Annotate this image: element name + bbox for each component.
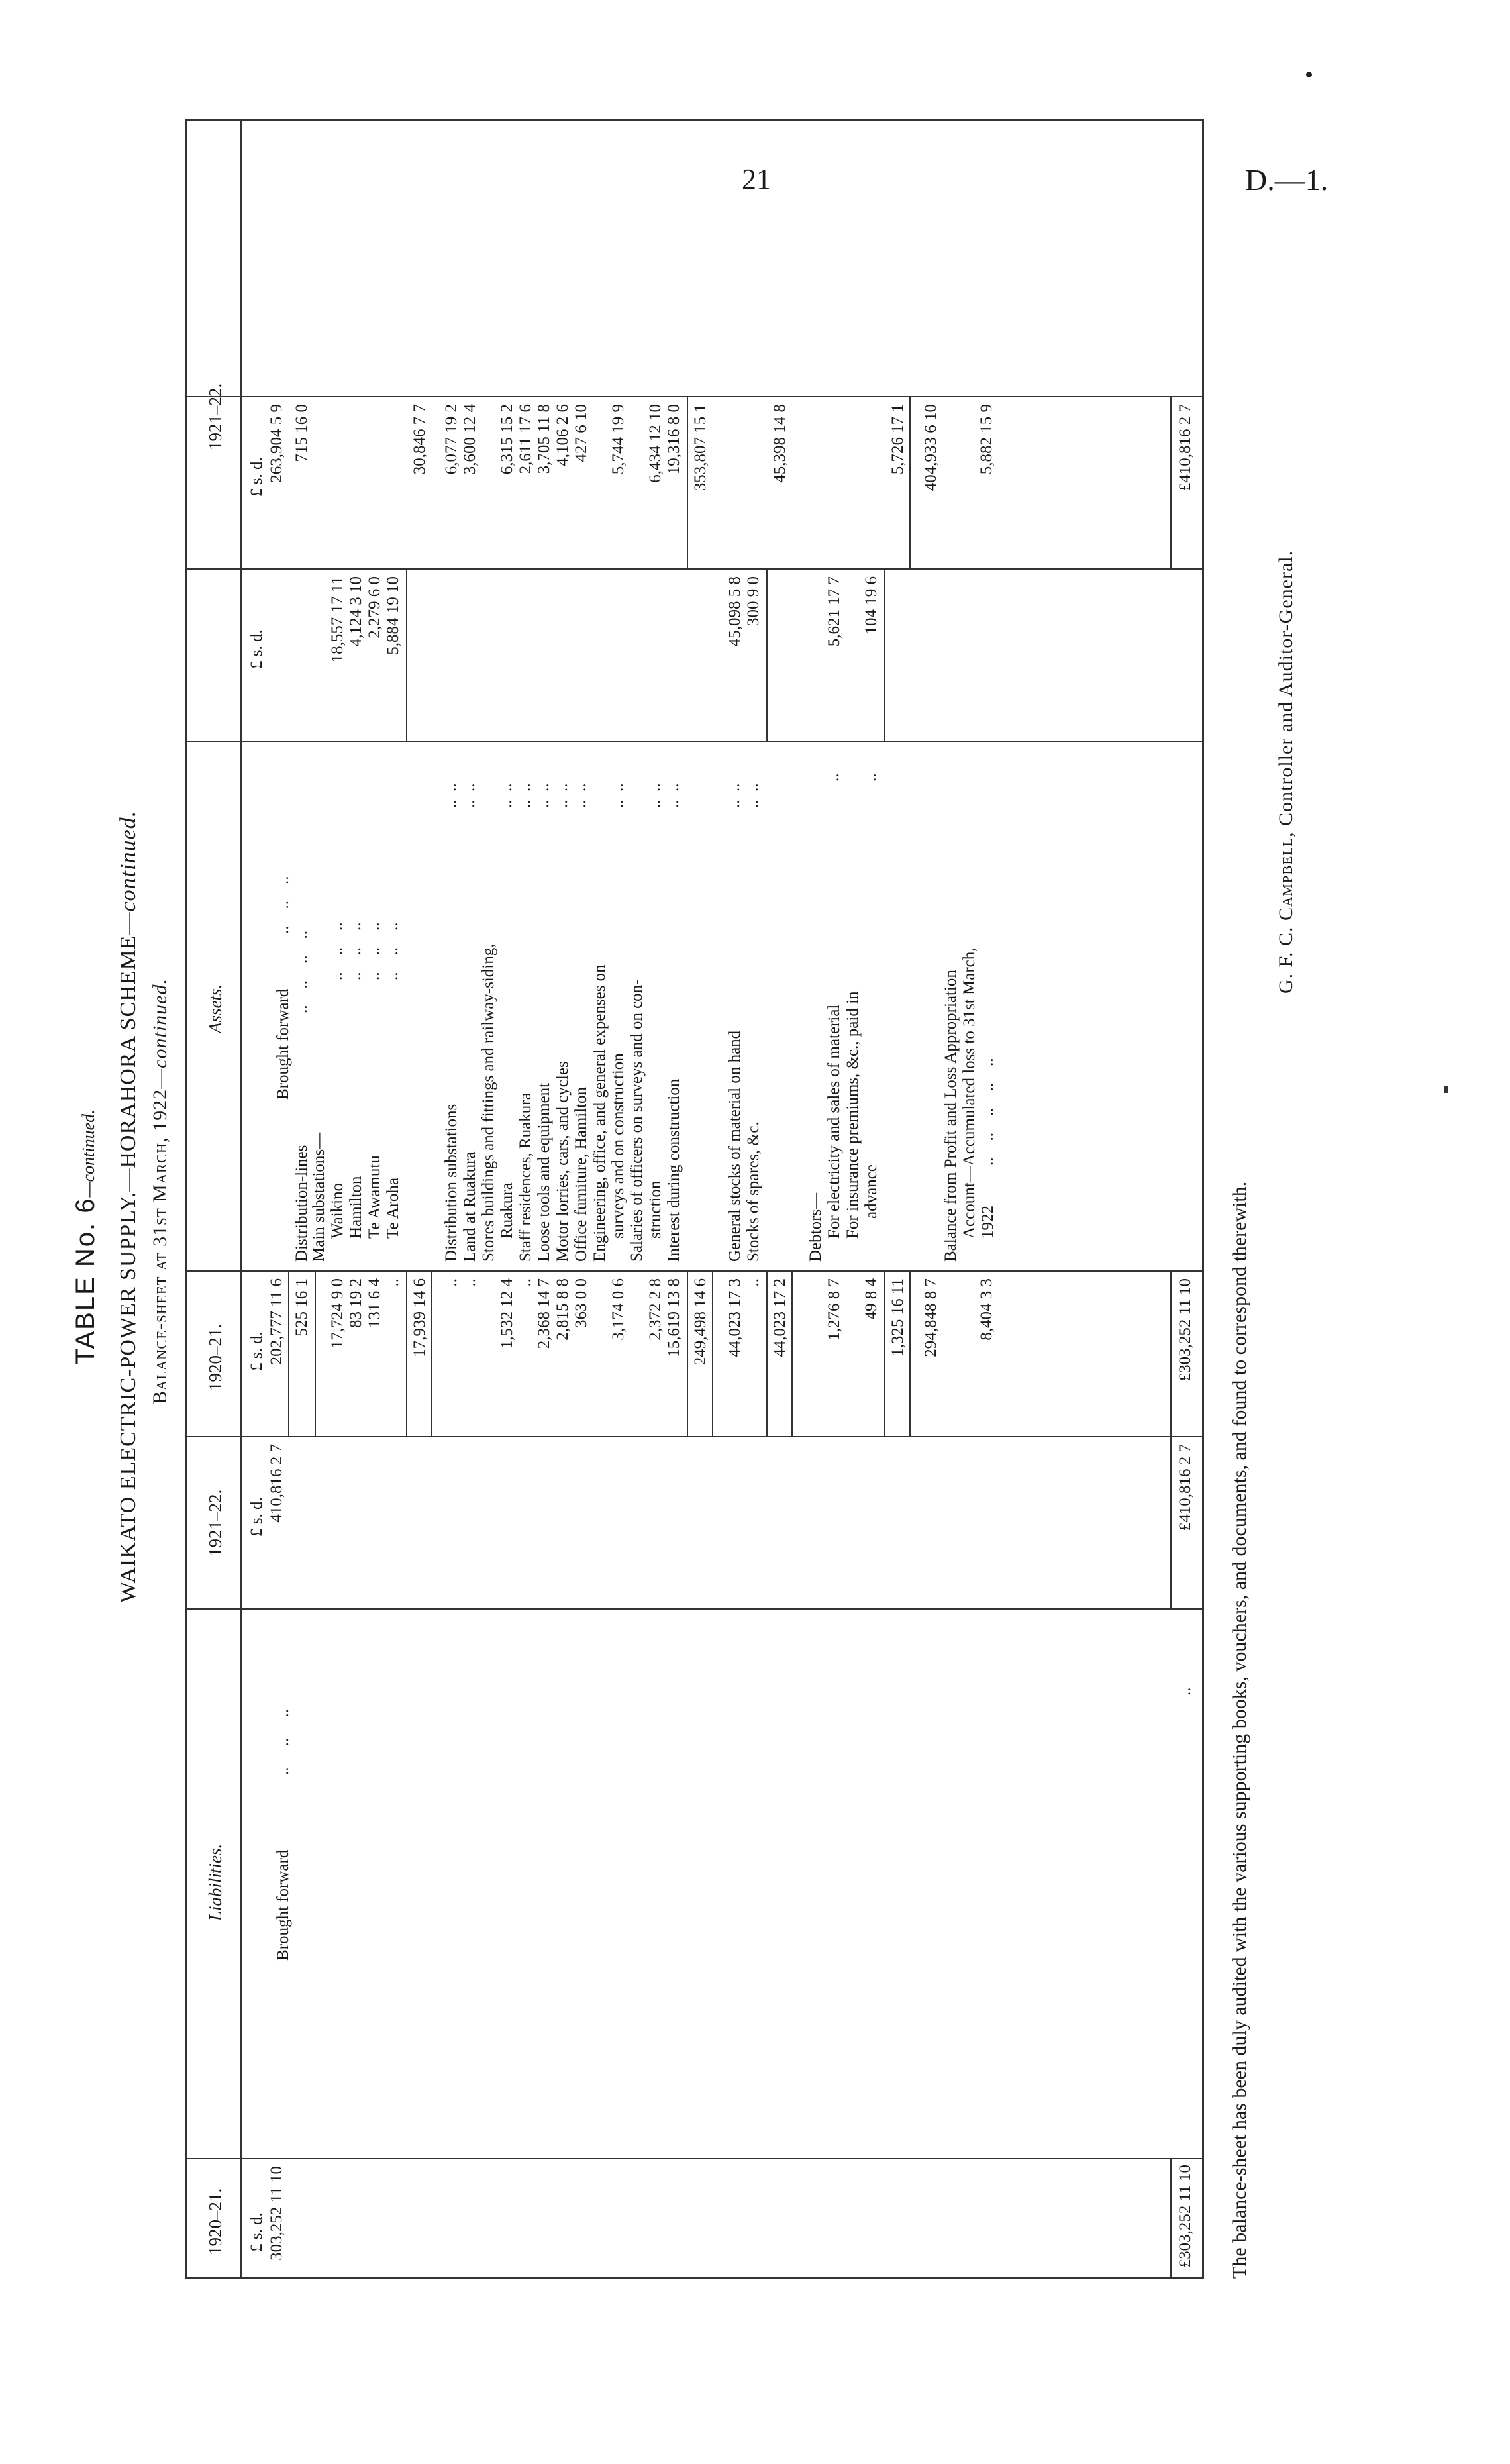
item-loose-tools: Loose tools and equipment: [535, 1082, 553, 1262]
item-motor-lorries: Motor lorries, cars, and cycles: [554, 1061, 572, 1262]
stocks-spares-2021: ..: [744, 1278, 762, 1287]
dist-lines-label: Distribution-lines: [293, 1145, 311, 1262]
table-bottom-rule: [1202, 119, 1204, 2279]
rule: [909, 397, 911, 570]
item-2021: ..: [461, 1278, 479, 1287]
table-title-suffix: continued.: [116, 810, 140, 912]
rule: [687, 1272, 688, 1437]
debtors-insurance-label-2: advance: [862, 1164, 880, 1219]
header-assets: Assets.: [205, 984, 225, 1033]
leader-dots: .. .. .. .. .. .. .. .. .. .. .. .. .. .. .. .. .. .. .. ..: [442, 783, 682, 808]
total-rule: [1170, 2159, 1172, 2279]
debtors-insurance-2021: 49 8 4: [862, 1278, 880, 1320]
rule: [884, 1272, 885, 1437]
item-2122: 6,315 15 2: [498, 404, 516, 475]
table-number: [71, 1109, 101, 1364]
sub-waikino-2021: 17,724 9 0: [328, 1278, 346, 1349]
liab-total-2122: £410,816 2 7: [1176, 1444, 1194, 1531]
rule: [406, 1272, 407, 1437]
sub-teawamutu-2021: 131 6 4: [366, 1278, 383, 1328]
sub-tearoha-2122: 5,884 19 10: [384, 576, 402, 655]
sub-hamilton-2021: 83 19 2: [347, 1278, 365, 1328]
rotated-table-page: [63, 113, 1325, 2292]
pl-2122: 5,882 15 9: [978, 404, 995, 475]
leader-dots: .. ..: [825, 773, 880, 782]
assets-total-2021: £303,252 11 10: [1176, 1278, 1194, 1382]
pl-label-3: 1922: [979, 1206, 997, 1239]
item-engineering-line2: surveys and on construction: [609, 1053, 627, 1239]
item-2021: 3,174 0 6: [609, 1278, 627, 1341]
leader-dots: .. .. ..: [274, 876, 292, 934]
item-interest: Interest during construction: [665, 1078, 683, 1262]
item-2021: ..: [442, 1278, 460, 1287]
sub-waikino-2122: 18,557 17 11: [328, 576, 346, 663]
leader-dots: .. .. ..: [274, 1709, 292, 1775]
rule: [766, 570, 768, 742]
liab-brought-forward-2021: 303,252 11 10: [268, 2166, 285, 2261]
header-year-1920-21-assets: 1920–21.: [205, 1323, 225, 1391]
debtors-electricity-2122: 5,621 17 7: [825, 576, 843, 647]
stocks-total-2021: 44,023 17 2: [771, 1278, 789, 1357]
table-subtitle: [149, 978, 172, 1404]
rule: [884, 570, 885, 742]
pl-label-2: Account—Accumulated loss to 31st March,: [960, 947, 978, 1239]
leader-dots: .. .. .. .. .. .. .. .. .. .. .. ..: [328, 922, 401, 980]
subtotal-2122: 353,807 15 1: [691, 404, 709, 491]
item-2122: 4,106 2 6: [554, 404, 572, 466]
stocks-total-2122: 45,398 14 8: [771, 404, 789, 483]
rule: [315, 1272, 316, 1437]
item-2122: 5,744 19 9: [609, 404, 627, 475]
substation-te-aroha: Te Aroha: [384, 1178, 402, 1239]
debtors-label: Debtors—: [807, 1192, 825, 1262]
lsd-header: £ s. d.: [248, 2212, 266, 2252]
stocks-spares-2122: 300 9 0: [744, 576, 762, 626]
item-land-ruakura: Land at Ruakura: [461, 1151, 479, 1262]
rule: [406, 570, 407, 742]
liab-brought-forward-label: Brought forward: [274, 1849, 292, 1961]
assets-total-2122: £410,816 2 7: [1176, 404, 1194, 491]
item-office-furniture: Office furniture, Hamilton: [572, 1086, 590, 1262]
debtors-electricity-2021: 1,276 8 7: [825, 1278, 843, 1341]
item-2122: 427 6 10: [572, 404, 590, 462]
item-2021: 363 0 0: [572, 1278, 590, 1328]
table-subtitle-suffix: continued.: [149, 978, 171, 1068]
table-title-text: WAIKATO ELECTRIC-POWER SUPPLY.—HORAHORA SCHEME—: [116, 911, 140, 1603]
sub-total-2122: 30,846 7 7: [411, 404, 428, 475]
leader-dots: .. .. .. .. ..: [979, 1058, 997, 1166]
table-number-suffix: —continued.: [79, 1109, 98, 1198]
sub-teawamutu-2122: 2,279 6 0: [366, 576, 383, 639]
col-rule-6: [185, 568, 1204, 570]
page-number: 21: [742, 163, 771, 195]
ink-mark: [1444, 1086, 1448, 1093]
item-2122: 6,077 19 2: [442, 404, 460, 475]
table-right-rule: [185, 119, 1204, 121]
lsd-header: £ s. d.: [248, 457, 266, 497]
rule: [909, 1272, 911, 1437]
substation-te-awamutu: Te Awamutu: [366, 1155, 383, 1239]
item-2122: 3,600 12 4: [461, 404, 479, 475]
col-rule-5: [185, 741, 1204, 742]
debtors-total-2021: 1,325 16 11: [889, 1278, 907, 1357]
item-engineering: Engineering, office, and general expenses on: [591, 964, 609, 1262]
total-rule: [1170, 397, 1172, 570]
header-liabilities: Liabilities.: [205, 1843, 225, 1921]
rule: [791, 1272, 793, 1437]
table-number-text: TABLE No. 6: [71, 1197, 100, 1364]
sub-hamilton-2122: 4,124 3 10: [347, 576, 365, 647]
assets-bf-label: Brought forward: [274, 988, 292, 1100]
lsd-header: £ s. d.: [248, 1497, 266, 1537]
subtotal-2021: 249,498 14 6: [691, 1278, 709, 1366]
col-rule-3: [185, 1436, 1204, 1437]
item-2122: 6,434 12 10: [646, 404, 664, 483]
item-2021: 2,372 2 8: [646, 1278, 664, 1341]
debtors-insurance-2122: 104 19 6: [862, 576, 880, 635]
rule: [288, 1272, 289, 1437]
table-subtitle-text: Balance-sheet at 31st March, 1922—: [149, 1068, 171, 1404]
rule: [766, 1272, 768, 1437]
general-stocks-2122: 45,098 5 8: [726, 576, 744, 647]
leader-dots: ..: [1176, 1687, 1194, 1696]
total-rule: [1170, 1272, 1172, 1437]
assets-bf-2021: 202,777 11 6: [268, 1278, 285, 1365]
auditor-signature: [1275, 550, 1297, 994]
item-stores-buildings: Stores buildings and fittings and railway-siding,: [479, 943, 497, 1262]
total-rule: [1170, 1437, 1172, 1610]
col-rule-4: [185, 1270, 1204, 1272]
table-left-rule: [185, 2277, 1204, 2279]
item-2021: 1,532 12 4: [498, 1278, 516, 1349]
col-rule-7: [185, 396, 1204, 397]
auditor-name: G. F. C. Campbell,: [1275, 831, 1297, 994]
running-total-2122: 404,933 6 10: [922, 404, 940, 491]
assets-bf-2122: 263,904 5 9: [268, 404, 285, 483]
report-reference: D.—1.: [1245, 163, 1329, 197]
item-2021: 2,815 8 8: [554, 1278, 572, 1341]
assets-dist-lines-2021: 525 16 1: [293, 1278, 311, 1337]
header-year-1920-21: 1920–21.: [205, 2188, 225, 2255]
liab-brought-forward-2122: 410,816 2 7: [268, 1444, 285, 1523]
liab-total-2021: £303,252 11 10: [1176, 2165, 1194, 2268]
leader-dots: .. .. .. ..: [293, 931, 311, 1013]
ink-speck: [1306, 72, 1312, 77]
audit-footnote: The balance-sheet has been duly audited with the various supporting books, vouchers, and documents, and found to correspond therewith.: [1229, 1181, 1250, 2279]
substation-waikino: Waikino: [328, 1182, 346, 1239]
substation-hamilton: Hamilton: [347, 1176, 365, 1239]
item-salaries: Salaries of officers on surveys and on con-: [628, 979, 646, 1262]
item-2021: ..: [517, 1278, 534, 1287]
running-total-2021: 294,848 8 7: [922, 1278, 940, 1357]
pl-label-1: Balance from Profit and Loss Appropriation: [942, 970, 960, 1262]
debtors-electricity-label: For electricity and sales of material: [825, 1004, 843, 1239]
rule: [687, 397, 688, 570]
leader-dots: .. .. .. ..: [725, 783, 762, 808]
item-2122: 3,705 11 8: [535, 404, 553, 474]
item-salaries-line2: struction: [646, 1180, 664, 1239]
general-stocks-2021: 44,023 17 3: [726, 1278, 744, 1357]
debtors-insurance-label: For insurance premiums, &c., paid in: [844, 991, 862, 1239]
item-2021: 2,368 14 7: [535, 1278, 553, 1349]
rule: [431, 1272, 432, 1437]
item-distribution-substations: Distribution substations: [442, 1104, 460, 1262]
lsd-header: £ s. d.: [248, 629, 266, 669]
table-top-rule: [185, 119, 187, 2279]
rule: [712, 1272, 713, 1437]
header-year-1921-22: 1921–22.: [205, 1489, 225, 1557]
assets-dist-lines-2122: 715 16 0: [293, 404, 311, 462]
table-title: [116, 811, 141, 1603]
col-rule-2: [185, 1608, 1204, 1610]
sub-total-2021: 17,939 14 6: [411, 1278, 428, 1357]
item-2122: 19,316 8 0: [665, 404, 683, 475]
header-rule: [240, 119, 242, 2279]
stocks-spares-label: Stocks of spares, &c.: [744, 1121, 762, 1262]
header-year-1921-22-assets: 1921–22.: [205, 383, 225, 450]
lsd-header: £ s. d.: [248, 1331, 266, 1371]
item-2122: 2,611 17 6: [517, 404, 534, 474]
item-2021: 15,619 13 8: [665, 1278, 683, 1357]
item-staff-residences: Staff residences, Ruakura: [517, 1092, 534, 1262]
pl-2021: 8,404 3 3: [978, 1278, 995, 1341]
general-stocks-label: General stocks of material on hand: [726, 1030, 744, 1262]
debtors-total-2122: 5,726 17 1: [889, 404, 907, 475]
auditor-title: Controller and Auditor-General.: [1275, 550, 1297, 827]
col-rule-1: [185, 2158, 1204, 2159]
item-stores-buildings-line2: Ruakura: [498, 1182, 516, 1239]
sub-tearoha-2021: ..: [384, 1278, 402, 1287]
main-substations-label: Main substations—: [310, 1132, 328, 1262]
